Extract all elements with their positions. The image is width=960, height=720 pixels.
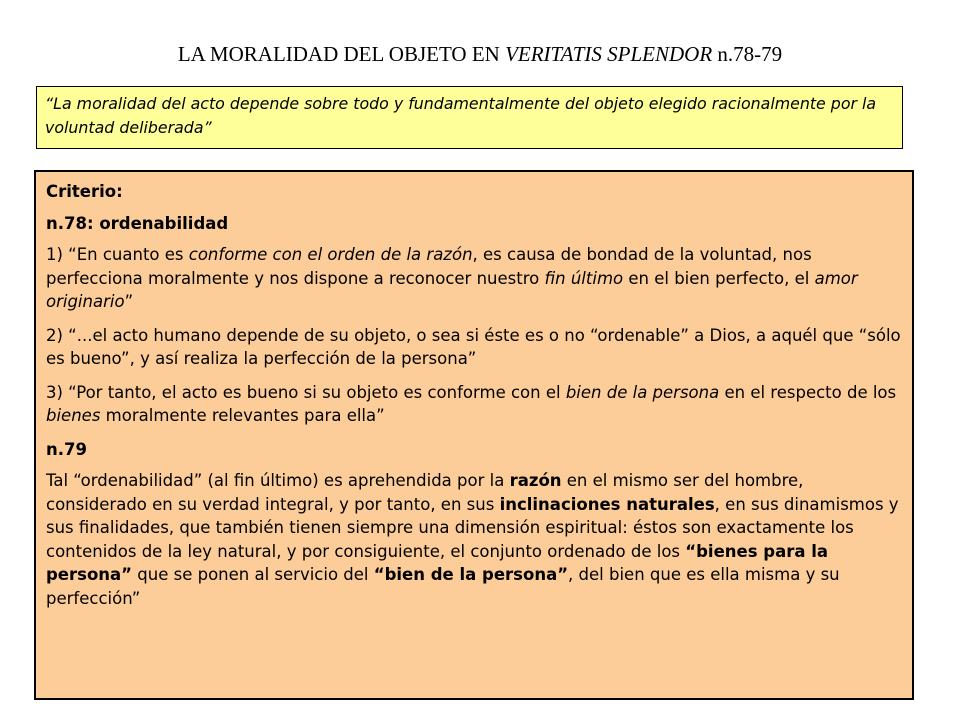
italic-span: bien de la persona (565, 382, 720, 402)
n78-paragraph-1 (46, 243, 902, 314)
italic-span: fin último (544, 268, 624, 288)
n78-paragraph-2 (46, 324, 902, 371)
text-span: en el bien perfecto, el (623, 268, 815, 288)
n78-paragraph-3 (46, 381, 902, 428)
text-span: moralmente relevantes para ella” (100, 406, 385, 425)
n79-heading (46, 438, 902, 462)
text-span: , es causa de bondad de la voluntad, nos perfecciona moralmente y nos dispone a reconocer nuestro (46, 245, 812, 288)
bold-span: “bienes para la persona” (46, 541, 829, 584)
text-span: 3) “Por tanto, el acto es bueno si su objeto es conforme con el (46, 382, 566, 402)
bold-span: inclinaciones naturales (499, 494, 715, 514)
italic-span: bienes (46, 406, 101, 425)
text-span: , en sus dinamismos y sus finalidades, que también tienen siempre una dimensión espiritual: éstos son exactamente los contenidos de la ley natural, y por consiguiente, el conjunto ordenado de los (46, 494, 899, 561)
text-span: 1) “En cuanto es (46, 245, 189, 264)
criterio-heading (46, 180, 902, 204)
text-span: en el respecto de los (719, 382, 897, 402)
text-span: Tal “ordenabilidad” (al fin último) es aprehendida por la (46, 471, 510, 490)
title-italic: VERITATIS SPLENDOR (505, 42, 713, 66)
italic-span: conforme con el orden de la razón (188, 245, 473, 264)
n79-heading-text: n.79 (46, 439, 87, 459)
text-span: ” (124, 292, 134, 311)
criterio-heading-text: Criterio: (46, 182, 123, 201)
n78-heading (46, 212, 902, 236)
text-span: en el mismo ser del hombre, considerado en su verdad integral, y por tanto, en sus (46, 471, 804, 514)
title-suffix: n.78-79 (712, 42, 783, 66)
italic-span: amor originario (46, 268, 858, 311)
text-span: que se ponen al servicio del (132, 565, 374, 584)
quote-box (36, 86, 903, 149)
bold-span: razón (509, 471, 562, 490)
title-text: LA MORALIDAD DEL OBJETO EN (177, 42, 506, 66)
quote-text: “La moralidad del acto depende sobre todo y fundamentalmente del objeto elegido racionalmente por la voluntad deliberada” (45, 94, 877, 137)
n79-paragraph (46, 469, 902, 610)
text-span: , del bien que es ella misma y su perfección” (46, 565, 840, 608)
criteria-box (34, 170, 914, 700)
n78-heading-text: n.78: ordenabilidad (46, 213, 229, 233)
bold-span: “bien de la persona” (373, 565, 569, 584)
page-title (0, 42, 960, 67)
text-span: 2) “...el acto humano depende de su objeto, o sea si éste es o no “ordenable” a Dios, a aquél que “sólo es bueno”, y así realiza la perfección de la persona” (46, 325, 901, 368)
